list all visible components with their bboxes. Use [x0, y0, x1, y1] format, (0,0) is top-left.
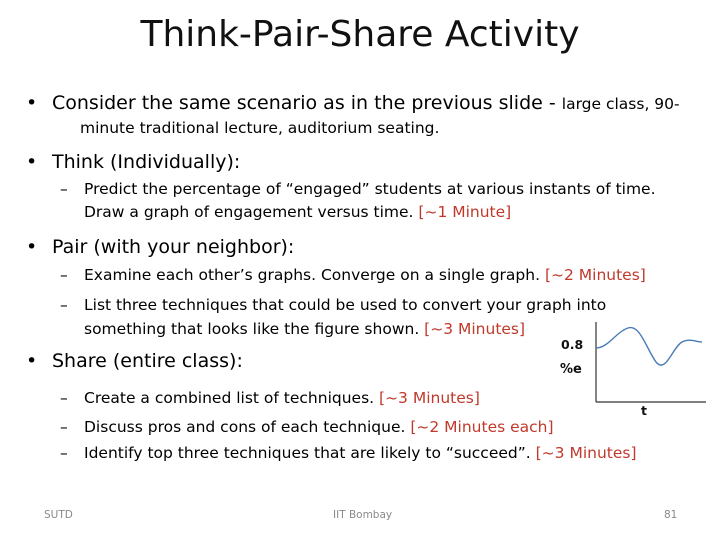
bullet-intro-text: [52, 91, 680, 116]
sub-dash: –: [60, 180, 68, 198]
pair-sub-1-time: [~2 Minutes]: [544, 266, 646, 284]
footer-left: SUTD: [44, 509, 73, 521]
share-sub-1-time: [~3 Minutes]: [379, 389, 480, 407]
graph-x-label: t: [641, 403, 647, 418]
pair-sub-1-main: Examine each other’s graphs. Converge on a single graph.: [84, 266, 545, 284]
bullet-share-label: Share (entire class):: [52, 350, 243, 372]
think-sub-1-continued: [84, 201, 511, 223]
share-sub-1-main: Create a combined list of techniques.: [84, 389, 380, 407]
bullet-dot: •: [26, 92, 38, 114]
sub-dash: –: [60, 389, 68, 407]
share-sub-2-main: Discuss pros and cons of each technique.: [84, 418, 411, 436]
graph-curve: [596, 328, 702, 366]
share-sub-1-text: [84, 387, 480, 409]
engagement-graph: [556, 318, 706, 418]
bullet-think-label: Think (Individually):: [52, 151, 241, 173]
share-sub-3-text: [84, 442, 637, 464]
share-sub-3-time: [~3 Minutes]: [535, 444, 637, 462]
pair-sub-1-text: [84, 264, 646, 286]
share-sub-3-main: Identify top three techniques that are likely to “succeed”.: [84, 444, 536, 462]
bullet-dot: •: [26, 236, 38, 258]
share-sub-2-time: [~2 Minutes each]: [410, 418, 554, 436]
pair-sub-2-text: List three techniques that could be used to convert your graph into: [84, 296, 607, 314]
intro-text-small: large class, 90-: [561, 95, 680, 113]
bullet-dot: •: [26, 350, 38, 372]
graph-y-label: %e: [560, 362, 582, 377]
intro-text-main: Consider the same scenario as in the previous slide -: [52, 92, 562, 114]
bullet-intro-continued: minute traditional lecture, auditorium seating.: [80, 119, 440, 137]
bullet-dot: •: [26, 151, 38, 173]
share-sub-2-text: [84, 416, 554, 438]
footer-center: IIT Bombay: [333, 509, 393, 521]
think-sub-1-time: [~1 Minute]: [418, 203, 512, 221]
sub-dash: –: [60, 266, 68, 284]
pair-sub-2-continued: [84, 318, 525, 340]
graph-y-tick: 0.8: [561, 337, 584, 352]
sub-dash: –: [60, 418, 68, 436]
bullet-pair-label: Pair (with your neighbor):: [52, 236, 295, 258]
think-sub-1-text: Predict the percentage of “engaged” students at various instants of time.: [84, 180, 656, 198]
pair-sub-2-time: [~3 Minutes]: [424, 320, 526, 338]
page-number: 81: [664, 509, 678, 521]
pair-sub-2b-text: something that looks like the figure shown.: [84, 320, 425, 338]
sub-dash: –: [60, 444, 68, 462]
slide-title: Think-Pair-Share Activity: [140, 14, 580, 55]
think-sub-1b-text: Draw a graph of engagement versus time.: [84, 203, 419, 221]
sub-dash: –: [60, 296, 68, 314]
